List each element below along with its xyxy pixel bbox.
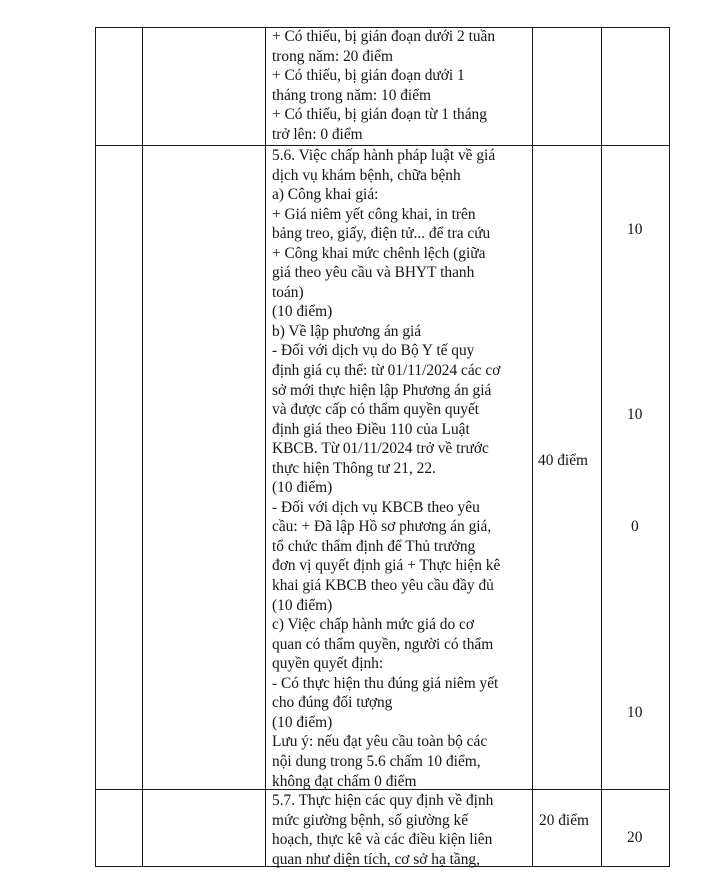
max-score-row-3: 20 điểm (539, 812, 590, 829)
column-border-5 (601, 27, 602, 867)
column-border-1 (95, 27, 96, 867)
score-row-2-c: 0 (631, 518, 639, 535)
score-row-3: 20 (627, 829, 643, 846)
column-border-3 (265, 27, 266, 867)
max-score-row-2: 40 điểm (538, 452, 589, 469)
score-row-2-d: 10 (627, 704, 643, 721)
column-border-4 (532, 27, 533, 867)
column-border-6 (669, 27, 670, 867)
criteria-text-row-2: 5.6. Việc chấp hành pháp luật về giá dịch vụ khám bệnh, chữa bệnh a) Công khai giá: + Giá niêm yết công khai, in trên bảng treo, giấy, điện tử... để tra cứu + Công khai mức chênh lệch (giữa giá theo yêu cầu và BHYT thanh toán) (10 điểm) b) Về lập phương án giá - Đối với dịch vụ do Bộ Y tế quy định giá cụ thể: từ 01/11/2024 các cơ sở mới thực hiện lập Phương án giá và được cấp có thẩm quyền quyết định giá theo Điều 110 của Luật KBCB. Từ 01/11/2024 trở về trước thực hiện Thông tư 21, 22. (10 điểm) - Đối với dịch vụ KBCB theo yêu cầu: + Đã lập Hồ sơ phương án giá, tổ chức thẩm định để Thủ trưởng đơn vị quyết định giá + Thực hiện kê khai giá KBCB theo yêu cầu đầy đủ (10 điểm) c) Việc chấp hành mức giá do cơ quan có thẩm quyền, người có thẩm quyền quyết định: - Có thực hiện thu đúng giá niêm yết cho đúng đối tượng (10 điểm) Lưu ý: nếu đạt yêu cầu toàn bộ các nội dung trong 5.6 chấm 10 điểm, không đạt chấm 0 điểm (272, 147, 501, 790)
column-border-2 (142, 27, 143, 867)
score-row-2-b: 10 (627, 406, 643, 423)
criteria-text-row-1: + Có thiếu, bị gián đoạn dưới 2 tuần trong năm: 20 điểm + Có thiếu, bị gián đoạn dưới 1 tháng trong năm: 10 điểm + Có thiếu, bị gián đoạn từ 1 tháng trở lên: 0 điểm (272, 28, 496, 143)
score-row-2-a: 10 (627, 221, 643, 238)
criteria-text-row-3: 5.7. Thực hiện các quy định về định mức giường bệnh, số giường kế hoạch, thực kê và các điều kiện liên quan như diện tích, cơ sở hạ tầng, (272, 792, 494, 868)
